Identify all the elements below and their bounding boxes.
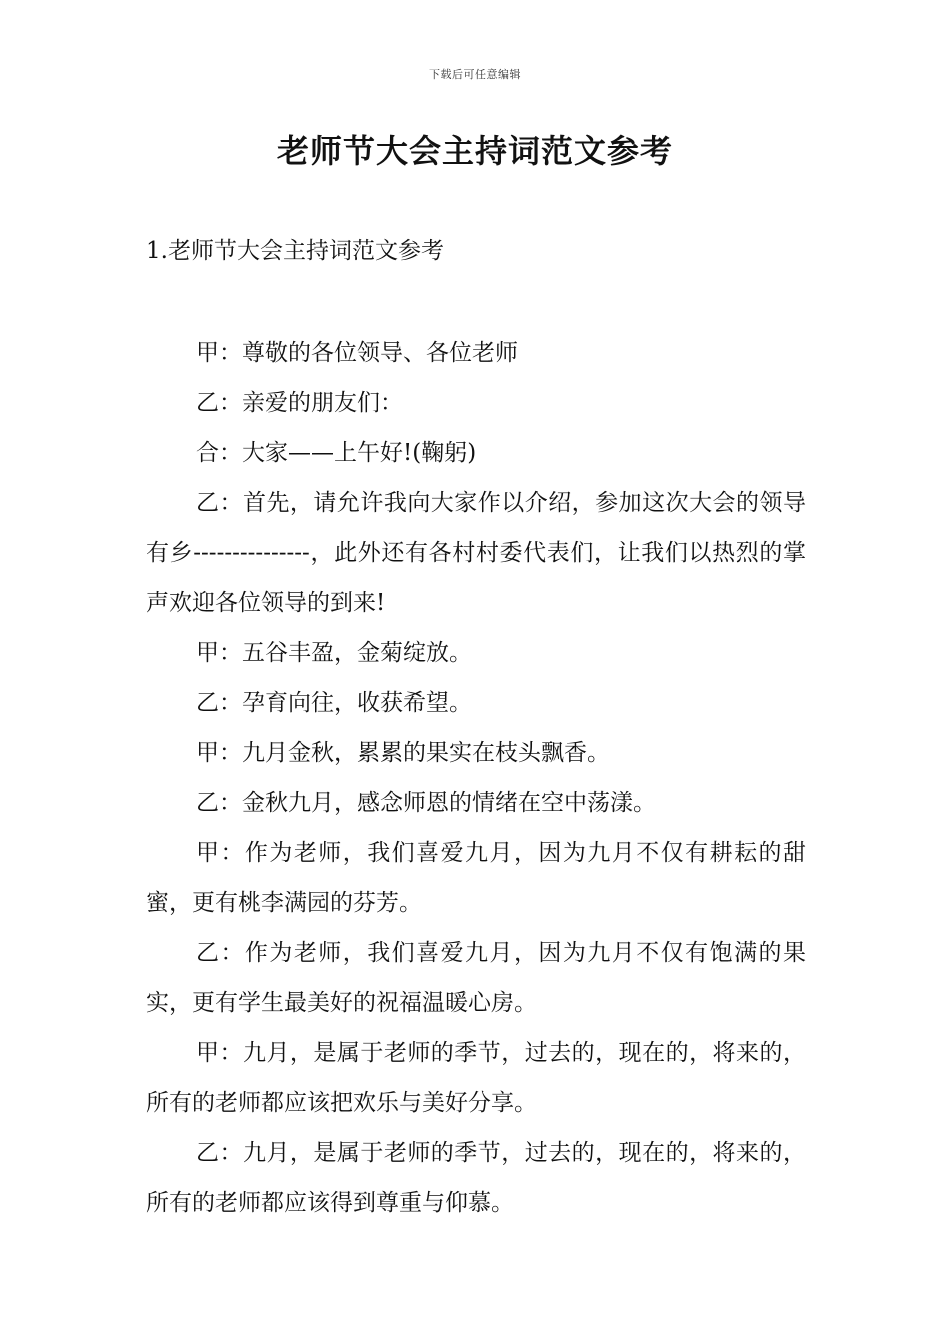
document-title: 老师节大会主持词范文参考	[276, 132, 673, 170]
header-note: 下载后可任意编辑	[429, 68, 521, 81]
document-body	[146, 328, 806, 1228]
section-heading: 1.老师节大会主持词范文参考	[146, 238, 444, 264]
paragraph: 甲：尊敬的各位领导、各位老师	[196, 340, 518, 366]
paragraph: 乙：孕育向往，收获希望。	[196, 690, 472, 716]
paragraph: 合：大家——上午好!(鞠躬)	[196, 440, 477, 466]
paragraph: 乙：亲爱的朋友们：	[196, 390, 403, 416]
paragraph: 甲：九月金秋，累累的果实在枝头飘香。	[196, 740, 610, 766]
paragraph: 乙：作为老师，我们喜爱九月，因为九月不仅有饱满的果实，更有学生最美好的祝福温暖心房。	[146, 940, 806, 1016]
paragraph: 乙：金秋九月，感念师恩的情绪在空中荡漾。	[196, 790, 656, 816]
paragraph: 乙：九月，是属于老师的季节，过去的，现在的，将来的，所有的老师都应该得到尊重与仰慕。	[146, 1140, 806, 1216]
paragraph: 甲：九月，是属于老师的季节，过去的，现在的，将来的，所有的老师都应该把欢乐与美好分享。	[146, 1040, 806, 1116]
paragraph: 甲：作为老师，我们喜爱九月，因为九月不仅有耕耘的甜蜜，更有桃李满园的芬芳。	[146, 840, 806, 916]
paragraph: 甲：五谷丰盈，金菊绽放。	[196, 640, 472, 666]
paragraph: 乙：首先，请允许我向大家作以介绍，参加这次大会的领导有乡---------------，此外还有各村村委代表们，让我们以热烈的掌声欢迎各位领导的到来!	[146, 490, 806, 616]
